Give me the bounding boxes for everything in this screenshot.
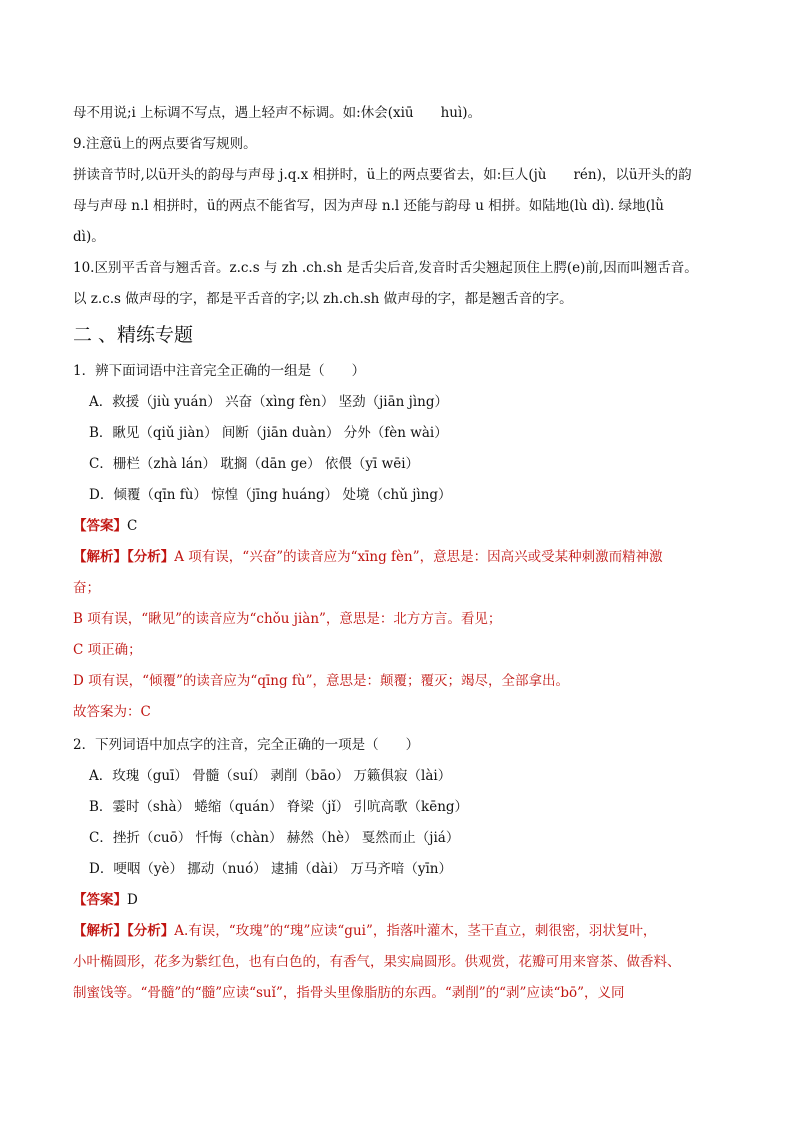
q2-answer: [73, 890, 138, 910]
q2-option-d: D．哽咽（yè） 挪动（nuó） 逮捕（dài） 万马齐喑（yīn）: [89, 861, 452, 877]
q1-analysis-line-2: 奋；: [73, 580, 100, 596]
analysis-tag: 【解析】【分析】: [73, 549, 175, 565]
q2-stem: 2．下列词语中加点字的注音，完全正确的一项是（ ）: [73, 737, 420, 753]
q2-analysis-line-3: 制蜜饯等。“骨髓”的“髓”应读“suǐ”，指骨头里像脂肪的东西。“剥削”的“剥”应读“bō”，义同: [73, 985, 625, 1001]
intro-line-5: dì)。: [73, 229, 105, 245]
q1-option-c: C．栅栏（zhà lán） 耽搁（dān ge） 依偎（yī wēi）: [89, 456, 420, 472]
answer-tag: 【答案】: [73, 518, 127, 534]
q1-option-a: A．救援（jiù yuán） 兴奋（xìng fèn） 坚劲（jiān jìng）: [89, 394, 449, 410]
q2-option-b: B．霎时（shà） 蜷缩（quán） 脊梁（jǐ） 引吭高歌（kēng）: [89, 799, 469, 815]
q1-analysis-line-3: B 项有误，“瞅见”的读音应为“chǒu jiàn”，意思是：北方方言。看见；: [73, 611, 502, 627]
answer-value: C: [127, 518, 138, 534]
intro-line-4: 母与声母 n.l 相拼时，ü的两点不能省写，因为声母 n.l 还能与韵母 u 相拼。如陆地(lù dì). 绿地(lǜ: [73, 198, 664, 214]
analysis-text: A.有误，“玫瑰”的“瑰”应读“gui”，指落叶灌木，茎干直立，刺很密，羽状复叶，: [174, 923, 657, 939]
section-title: 二 、精练专题: [73, 324, 194, 346]
q2-analysis-line-1: [73, 921, 656, 941]
intro-line-1: 母不用说;i 上标调不写点，遇上轻声不标调。如:休会(xiū huì)。: [73, 105, 482, 121]
q1-analysis-line-4: C 项正确；: [73, 642, 142, 658]
intro-line-3: 拼读音节时,以ü开头的韵母与声母 j.q.x 相拼时，ü上的两点要省去，如:巨人(jù rén)，以ü开头的韵: [73, 167, 692, 183]
analysis-text: A 项有误，“兴奋”的读音应为“xīng fèn”，意思是：因高兴或受某种刺激而精神激: [174, 549, 663, 565]
q2-analysis-line-2: 小叶椭圆形，花多为紫红色，也有白色的，有香气，果实扁圆形。供观赏，花瓣可用来窨茶、做香料、: [73, 954, 681, 970]
q1-analysis-line-5: D 项有误，“倾覆”的读音应为“qīng fù”，意思是：颠覆；覆灭；竭尽，全部拿出。: [73, 673, 569, 689]
rule-9-heading: 9.注意ü上的两点要省写规则。: [73, 136, 257, 152]
q1-option-d: D．倾覆（qīn fù） 惊惶（jīng huáng） 处境（chǔ jìng）: [89, 487, 452, 503]
q2-option-c: C．挫折（cuō） 忏悔（chàn） 赫然（hè） 戛然而止（jiá）: [89, 830, 460, 846]
q1-option-b: B．瞅见（qiǔ jiàn） 间断（jiān duàn） 分外（fèn wài）: [89, 425, 448, 441]
q2-option-a: A．玫瑰（guī） 骨髓（suí） 剥削（bāo） 万籁俱寂（lài）: [89, 768, 452, 784]
rule-10-heading: 10.区别平舌音与翘舌音。z.c.s 与 zh .ch.sh 是舌尖后音,发音时舌尖翘起顶住上腭(e)前,因而叫翘舌音。: [73, 260, 698, 276]
q1-stem: 1．辨下面词语中注音完全正确的一组是（ ）: [73, 363, 366, 379]
q1-analysis-line-6: 故答案为：C: [73, 704, 151, 720]
q1-analysis-line-1: [73, 547, 663, 567]
answer-value: D: [127, 892, 138, 908]
analysis-tag: 【解析】【分析】: [73, 923, 175, 939]
intro-line-7: 以 z.c.s 做声母的字，都是平舌音的字;以 zh.ch.sh 做声母的字，都是翘舌音的字。: [73, 291, 573, 307]
q1-answer: [73, 516, 137, 536]
answer-tag: 【答案】: [73, 892, 127, 908]
